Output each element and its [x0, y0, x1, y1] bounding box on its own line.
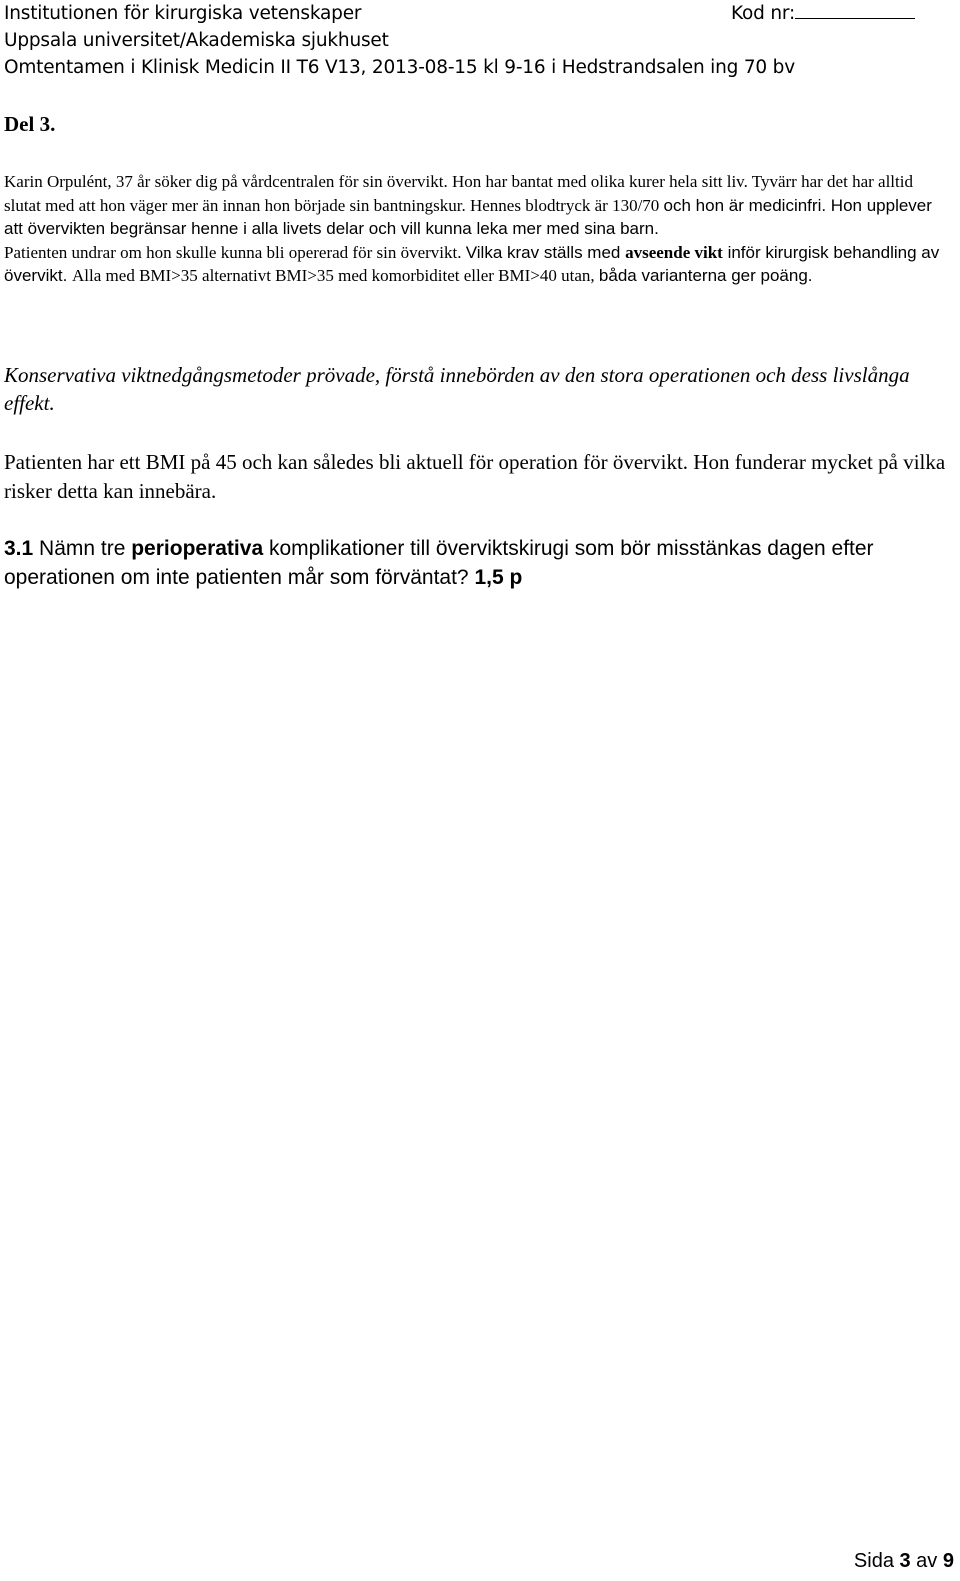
case-paragraph-1	[4, 170, 954, 241]
page-footer	[854, 1550, 954, 1573]
section-title: Del 3.	[4, 112, 56, 136]
institution-name: Institutionen för kirurgiska vetenskaper	[4, 3, 362, 24]
footer-sida: Sida	[853, 1550, 900, 1572]
case-answer-sans: båda varianterna ger poäng.	[598, 266, 813, 285]
bmi-paragraph: Patienten har ett BMI på 45 och kan således bli aktuell för operation för övervikt. Hon funderar mycket på vilka risker detta kan innebära.	[4, 450, 946, 503]
question-number: 3.1	[4, 537, 34, 560]
case-paragraph-2	[4, 241, 954, 288]
case-question-serif: Patienten undrar om hon skulle kunna bli opererad för sin övervikt.	[4, 242, 466, 262]
question-points: 1,5 p	[474, 566, 523, 589]
university-name: Uppsala universitet/Akademiska sjukhuset	[4, 30, 389, 51]
code-number-blank	[795, 0, 915, 19]
case-description	[4, 170, 954, 288]
question-text-b: komplikationer till överviktskirugi som bör misstänkas dagen efter operationen om inte patienten mår som förväntat?	[4, 537, 874, 589]
page-header	[4, 0, 954, 81]
case-text-serif: Karin Orpulént, 37 år söker dig på vårdcentralen för sin övervikt. Hon har bantat med olika kurer hela sitt liv. Tyvärr har det har alltid slutat med att hon väger mer än innan hon började sin bantningskur. Hennes blodtryck är 130/70	[4, 172, 913, 215]
italic-answer-note: Konservativa viktnedgångsmetoder prövade, förstå innebörden av den stora operationen och dess livslånga effekt.	[4, 363, 910, 415]
case-text-sans: och hon är medicinfri. Hon upplever att övervikten begränsar henne i alla livets delar och vill kunna leka mer med sina barn.	[4, 195, 932, 238]
exam-info: Omtentamen i Klinisk Medicin II T6 V13, 2013-08-15 kl 9-16 i Hedstrandsalen ing 70 bv	[4, 57, 795, 78]
case-question-bold: avseende vikt	[625, 242, 723, 262]
code-number-label: Kod nr:	[731, 3, 795, 24]
footer-page-number: 3	[899, 1550, 911, 1572]
code-number-field	[731, 0, 915, 27]
case-answer-serif: Alla med BMI>35 alternativt BMI>35 med komorbiditet eller BMI>40 utan,	[72, 266, 599, 285]
question-bold-word: perioperativa	[131, 537, 264, 560]
case-question-sans: Vilka krav ställs med	[465, 242, 626, 262]
footer-page-total: 9	[942, 1550, 954, 1572]
question-3-1	[4, 534, 954, 592]
question-text-a: Nämn tre	[33, 537, 132, 560]
case-question-sans-2: inför kirurgisk behandling av övervikt.	[4, 242, 940, 285]
footer-av: av	[910, 1550, 943, 1572]
header-row-1	[4, 0, 954, 27]
